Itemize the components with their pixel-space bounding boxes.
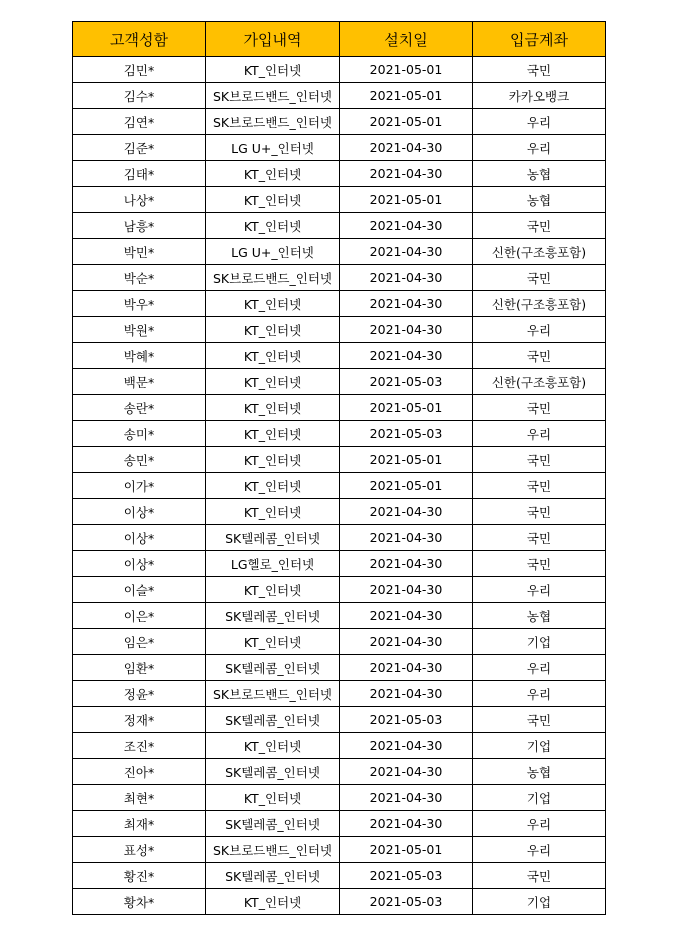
table-row: [73, 161, 606, 187]
install-date-cell: 2021-05-03: [340, 863, 473, 889]
deposit-account-cell: 국민: [473, 213, 606, 239]
deposit-account-cell: 국민: [473, 395, 606, 421]
install-date-cell: 2021-05-01: [340, 83, 473, 109]
subscription-cell: SK텔레콤_인터넷: [206, 525, 340, 551]
customer-name-cell: 송민*: [73, 447, 206, 473]
subscription-cell: KT_인터넷: [206, 343, 340, 369]
subscription-cell: LG헬로_인터넷: [206, 551, 340, 577]
customer-name-cell: 박민*: [73, 239, 206, 265]
install-date-cell: 2021-04-30: [340, 785, 473, 811]
install-date-cell: 2021-04-30: [340, 239, 473, 265]
subscription-cell: KT_인터넷: [206, 187, 340, 213]
install-date-cell: 2021-04-30: [340, 629, 473, 655]
customer-name-cell: 김민*: [73, 57, 206, 83]
subscription-cell: KT_인터넷: [206, 291, 340, 317]
customer-table: [72, 21, 606, 915]
table-row: [73, 889, 606, 915]
subscription-cell: SK텔레콤_인터넷: [206, 759, 340, 785]
customer-name-cell: 최현*: [73, 785, 206, 811]
table-row: [73, 421, 606, 447]
deposit-account-cell: 국민: [473, 57, 606, 83]
deposit-account-cell: 우리: [473, 837, 606, 863]
customer-name-cell: 박혜*: [73, 343, 206, 369]
subscription-cell: KT_인터넷: [206, 473, 340, 499]
subscription-cell: KT_인터넷: [206, 785, 340, 811]
deposit-account-cell: 신한(구조흥포함): [473, 291, 606, 317]
deposit-account-cell: 국민: [473, 473, 606, 499]
subscription-cell: SK텔레콤_인터넷: [206, 863, 340, 889]
table-row: [73, 239, 606, 265]
deposit-account-cell: 국민: [473, 447, 606, 473]
subscription-cell: KT_인터넷: [206, 499, 340, 525]
header-install-date: 설치일: [340, 22, 473, 57]
install-date-cell: 2021-05-01: [340, 57, 473, 83]
deposit-account-cell: 농협: [473, 161, 606, 187]
customer-name-cell: 나상*: [73, 187, 206, 213]
table-row: [73, 733, 606, 759]
subscription-cell: SK브로드밴드_인터넷: [206, 265, 340, 291]
customer-name-cell: 박원*: [73, 317, 206, 343]
table-row: [73, 213, 606, 239]
header-customer-name: 고객성함: [73, 22, 206, 57]
subscription-cell: SK브로드밴드_인터넷: [206, 681, 340, 707]
table-row: [73, 83, 606, 109]
table-body: [73, 57, 606, 915]
customer-name-cell: 김태*: [73, 161, 206, 187]
install-date-cell: 2021-04-30: [340, 161, 473, 187]
install-date-cell: 2021-04-30: [340, 291, 473, 317]
subscription-cell: KT_인터넷: [206, 447, 340, 473]
customer-name-cell: 이상*: [73, 525, 206, 551]
table-row: [73, 447, 606, 473]
install-date-cell: 2021-04-30: [340, 603, 473, 629]
deposit-account-cell: 국민: [473, 551, 606, 577]
customer-name-cell: 정재*: [73, 707, 206, 733]
subscription-cell: KT_인터넷: [206, 733, 340, 759]
deposit-account-cell: 국민: [473, 525, 606, 551]
subscription-cell: KT_인터넷: [206, 577, 340, 603]
deposit-account-cell: 우리: [473, 577, 606, 603]
table-row: [73, 109, 606, 135]
deposit-account-cell: 신한(구조흥포함): [473, 239, 606, 265]
table-row: [73, 187, 606, 213]
customer-name-cell: 박우*: [73, 291, 206, 317]
install-date-cell: 2021-04-30: [340, 499, 473, 525]
customer-name-cell: 진아*: [73, 759, 206, 785]
deposit-account-cell: 국민: [473, 499, 606, 525]
table-row: [73, 551, 606, 577]
table-row: [73, 499, 606, 525]
customer-name-cell: 남흥*: [73, 213, 206, 239]
subscription-cell: KT_인터넷: [206, 57, 340, 83]
subscription-cell: KT_인터넷: [206, 421, 340, 447]
install-date-cell: 2021-04-30: [340, 551, 473, 577]
install-date-cell: 2021-04-30: [340, 681, 473, 707]
install-date-cell: 2021-04-30: [340, 655, 473, 681]
customer-name-cell: 박순*: [73, 265, 206, 291]
deposit-account-cell: 농협: [473, 187, 606, 213]
table-row: [73, 681, 606, 707]
install-date-cell: 2021-04-30: [340, 811, 473, 837]
table-row: [73, 369, 606, 395]
subscription-cell: SK텔레콤_인터넷: [206, 603, 340, 629]
subscription-cell: SK텔레콤_인터넷: [206, 811, 340, 837]
customer-name-cell: 백문*: [73, 369, 206, 395]
customer-name-cell: 이은*: [73, 603, 206, 629]
deposit-account-cell: 국민: [473, 265, 606, 291]
table-row: [73, 811, 606, 837]
table-header: [73, 22, 606, 57]
table-row: [73, 473, 606, 499]
install-date-cell: 2021-04-30: [340, 265, 473, 291]
deposit-account-cell: 카카오뱅크: [473, 83, 606, 109]
table-row: [73, 603, 606, 629]
deposit-account-cell: 우리: [473, 109, 606, 135]
customer-name-cell: 김준*: [73, 135, 206, 161]
subscription-cell: KT_인터넷: [206, 161, 340, 187]
customer-name-cell: 표성*: [73, 837, 206, 863]
deposit-account-cell: 우리: [473, 135, 606, 161]
table-row: [73, 291, 606, 317]
install-date-cell: 2021-04-30: [340, 733, 473, 759]
install-date-cell: 2021-04-30: [340, 577, 473, 603]
deposit-account-cell: 기업: [473, 629, 606, 655]
install-date-cell: 2021-05-01: [340, 837, 473, 863]
customer-name-cell: 최재*: [73, 811, 206, 837]
install-date-cell: 2021-05-03: [340, 421, 473, 447]
subscription-cell: SK브로드밴드_인터넷: [206, 83, 340, 109]
subscription-cell: KT_인터넷: [206, 889, 340, 915]
subscription-cell: LG U+_인터넷: [206, 239, 340, 265]
install-date-cell: 2021-05-01: [340, 109, 473, 135]
install-date-cell: 2021-04-30: [340, 213, 473, 239]
subscription-cell: SK텔레콤_인터넷: [206, 707, 340, 733]
deposit-account-cell: 국민: [473, 863, 606, 889]
install-date-cell: 2021-05-01: [340, 395, 473, 421]
customer-name-cell: 송란*: [73, 395, 206, 421]
subscription-cell: KT_인터넷: [206, 369, 340, 395]
deposit-account-cell: 우리: [473, 811, 606, 837]
subscription-cell: KT_인터넷: [206, 317, 340, 343]
subscription-cell: KT_인터넷: [206, 395, 340, 421]
deposit-account-cell: 기업: [473, 889, 606, 915]
table-row: [73, 525, 606, 551]
customer-name-cell: 송미*: [73, 421, 206, 447]
customer-name-cell: 임환*: [73, 655, 206, 681]
header-deposit-account: 입금계좌: [473, 22, 606, 57]
install-date-cell: 2021-04-30: [340, 135, 473, 161]
customer-name-cell: 임은*: [73, 629, 206, 655]
install-date-cell: 2021-05-01: [340, 473, 473, 499]
customer-name-cell: 황차*: [73, 889, 206, 915]
table-row: [73, 863, 606, 889]
install-date-cell: 2021-05-01: [340, 187, 473, 213]
table-row: [73, 759, 606, 785]
header-row: [73, 22, 606, 57]
customer-name-cell: 정윤*: [73, 681, 206, 707]
deposit-account-cell: 신한(구조흥포함): [473, 369, 606, 395]
subscription-cell: SK텔레콤_인터넷: [206, 655, 340, 681]
customer-name-cell: 이상*: [73, 551, 206, 577]
table-row: [73, 317, 606, 343]
table-row: [73, 655, 606, 681]
header-subscription: 가입내역: [206, 22, 340, 57]
table-row: [73, 343, 606, 369]
install-date-cell: 2021-05-03: [340, 369, 473, 395]
table-row: [73, 785, 606, 811]
table-row: [73, 265, 606, 291]
deposit-account-cell: 기업: [473, 785, 606, 811]
install-date-cell: 2021-04-30: [340, 317, 473, 343]
customer-name-cell: 황진*: [73, 863, 206, 889]
install-date-cell: 2021-04-30: [340, 759, 473, 785]
install-date-cell: 2021-05-01: [340, 447, 473, 473]
table-row: [73, 57, 606, 83]
subscription-cell: LG U+_인터넷: [206, 135, 340, 161]
deposit-account-cell: 농협: [473, 603, 606, 629]
table-row: [73, 395, 606, 421]
subscription-cell: SK브로드밴드_인터넷: [206, 109, 340, 135]
deposit-account-cell: 국민: [473, 343, 606, 369]
install-date-cell: 2021-04-30: [340, 343, 473, 369]
customer-name-cell: 김수*: [73, 83, 206, 109]
subscription-cell: KT_인터넷: [206, 629, 340, 655]
deposit-account-cell: 농협: [473, 759, 606, 785]
deposit-account-cell: 우리: [473, 681, 606, 707]
deposit-account-cell: 우리: [473, 421, 606, 447]
subscription-cell: SK브로드밴드_인터넷: [206, 837, 340, 863]
table-row: [73, 577, 606, 603]
install-date-cell: 2021-05-03: [340, 889, 473, 915]
deposit-account-cell: 우리: [473, 317, 606, 343]
deposit-account-cell: 우리: [473, 655, 606, 681]
customer-name-cell: 이가*: [73, 473, 206, 499]
deposit-account-cell: 기업: [473, 733, 606, 759]
install-date-cell: 2021-05-03: [340, 707, 473, 733]
table-row: [73, 707, 606, 733]
customer-name-cell: 이슬*: [73, 577, 206, 603]
customer-name-cell: 조진*: [73, 733, 206, 759]
table-row: [73, 629, 606, 655]
table-row: [73, 135, 606, 161]
customer-name-cell: 이상*: [73, 499, 206, 525]
customer-name-cell: 김연*: [73, 109, 206, 135]
subscription-cell: KT_인터넷: [206, 213, 340, 239]
install-date-cell: 2021-04-30: [340, 525, 473, 551]
table-row: [73, 837, 606, 863]
deposit-account-cell: 국민: [473, 707, 606, 733]
